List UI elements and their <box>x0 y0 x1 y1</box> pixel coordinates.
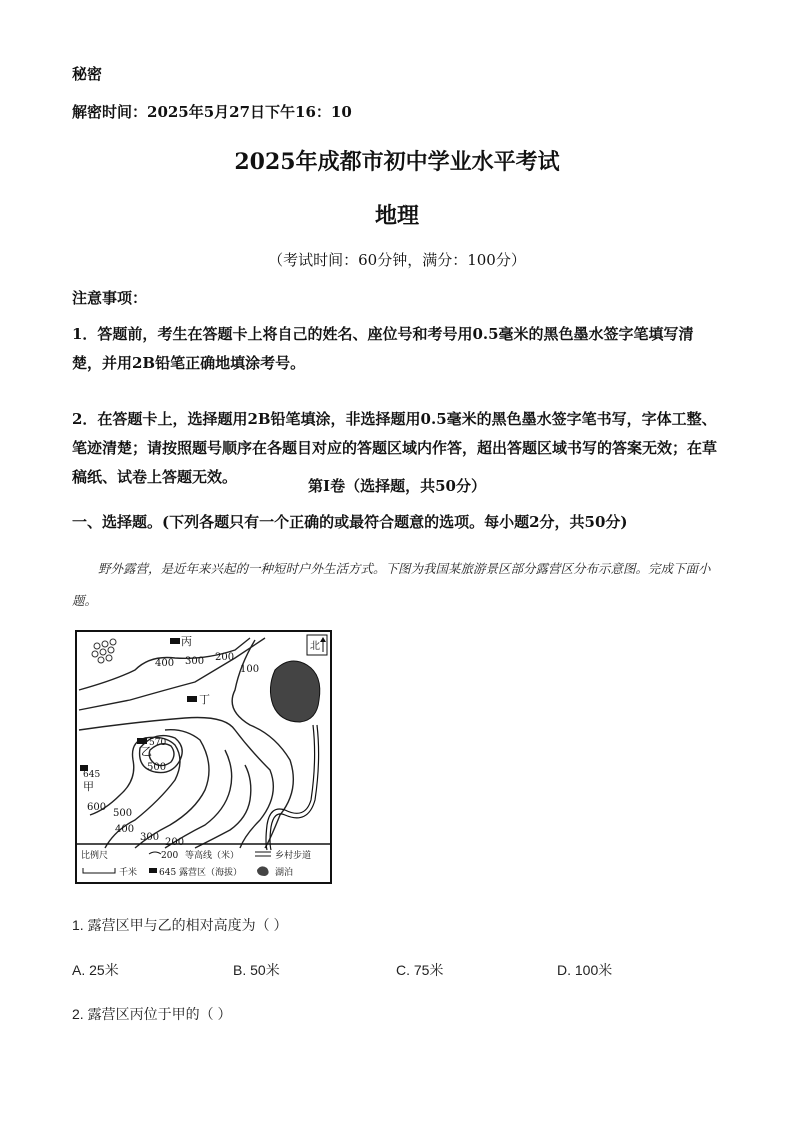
question-1-option-a: A. 25米 <box>72 962 119 978</box>
contour-label: 400 <box>115 824 135 835</box>
legend-scale-label: 比例尺 <box>81 851 109 861</box>
contour-label: 300 <box>140 832 160 843</box>
section-heading: 一、选择题。(下列各题只有一个正确的或最符合题意的选项。每小题2分，共50分) <box>72 513 628 531</box>
exam-duration: （考试时间：60分钟，满分：100分） <box>268 251 526 269</box>
contour-label: 200 <box>165 837 185 848</box>
notice-heading: 注意事项： <box>72 289 148 307</box>
question-1-option-b: B. 50米 <box>233 962 280 978</box>
contour-label: 300 <box>185 656 205 667</box>
contour-map <box>75 630 332 884</box>
contour-label: 400 <box>155 658 175 669</box>
legend-road-label: 乡村步道 <box>275 851 312 861</box>
camp-label: 丁 <box>199 693 210 706</box>
part1-heading: 第Ⅰ卷（选择题，共50分） <box>308 477 486 495</box>
legend-contour-sample: 200 <box>161 851 179 861</box>
contour-label: 600 <box>87 802 107 813</box>
question-1-option-c: C. 75米 <box>396 962 444 978</box>
question-2-stem: 2. 露营区丙位于甲的（ ） <box>72 1006 232 1022</box>
legend-contour-label: 等高线（米） <box>185 851 240 861</box>
exam-title: 2025年成都市初中学业水平考试 <box>234 149 560 175</box>
legend-scale-unit: 千米 <box>119 868 138 878</box>
north-arrow <box>307 635 327 655</box>
contour-label: 500 <box>113 808 133 819</box>
lake-shape <box>270 661 319 722</box>
camp-elevation: 570 <box>149 738 167 748</box>
notice-item-1: 1．答题前，考生在答题卡上将自己的姓名、座位号和考号用0.5毫米的黑色墨水签字笔填写清楚，并用2B铅笔正确地填涂考号。 <box>72 325 694 372</box>
contour-label: 500 <box>147 762 167 773</box>
camp-label: 丙 <box>181 635 192 648</box>
question-1-option-d: D. 100米 <box>557 962 613 978</box>
contour-label: 200 <box>215 652 235 663</box>
camp-legend-marker <box>149 868 157 873</box>
north-label: 北 <box>310 641 320 652</box>
camp-label: 乙 <box>141 745 152 758</box>
question-1-stem: 1. 露营区甲与乙的相对高度为（ ） <box>72 917 288 933</box>
question-intro: 野外露营，是近年来兴起的一种短时户外生活方式。下图为我国某旅游景区部分露营区分布示意图。完成下面小题。 <box>72 561 711 608</box>
contour-label: 100 <box>240 664 260 675</box>
camp-elevation: 645 <box>83 770 101 780</box>
legend-lake-label: 湖泊 <box>275 868 294 878</box>
legend-camp-sample: 645 <box>159 868 177 878</box>
decrypt-time: 解密时间：2025年5月27日下午16：10 <box>72 103 352 121</box>
secret-label: 秘密 <box>72 65 103 83</box>
legend-camp-label: 露营区（海拔） <box>179 868 243 878</box>
exam-subject: 地理 <box>374 203 419 229</box>
notice-item-2: 2．在答题卡上，选择题用2B铅笔填涂，非选择题用0.5毫米的黑色墨水签字笔书写，字体工整、笔迹清楚；请按照题号顺序在各题目对应的答题区域内作答，超出答题区域书写的答案无效；在草稿纸、试卷上答题无效。 <box>72 410 718 486</box>
camp-label: 甲 <box>83 780 94 793</box>
